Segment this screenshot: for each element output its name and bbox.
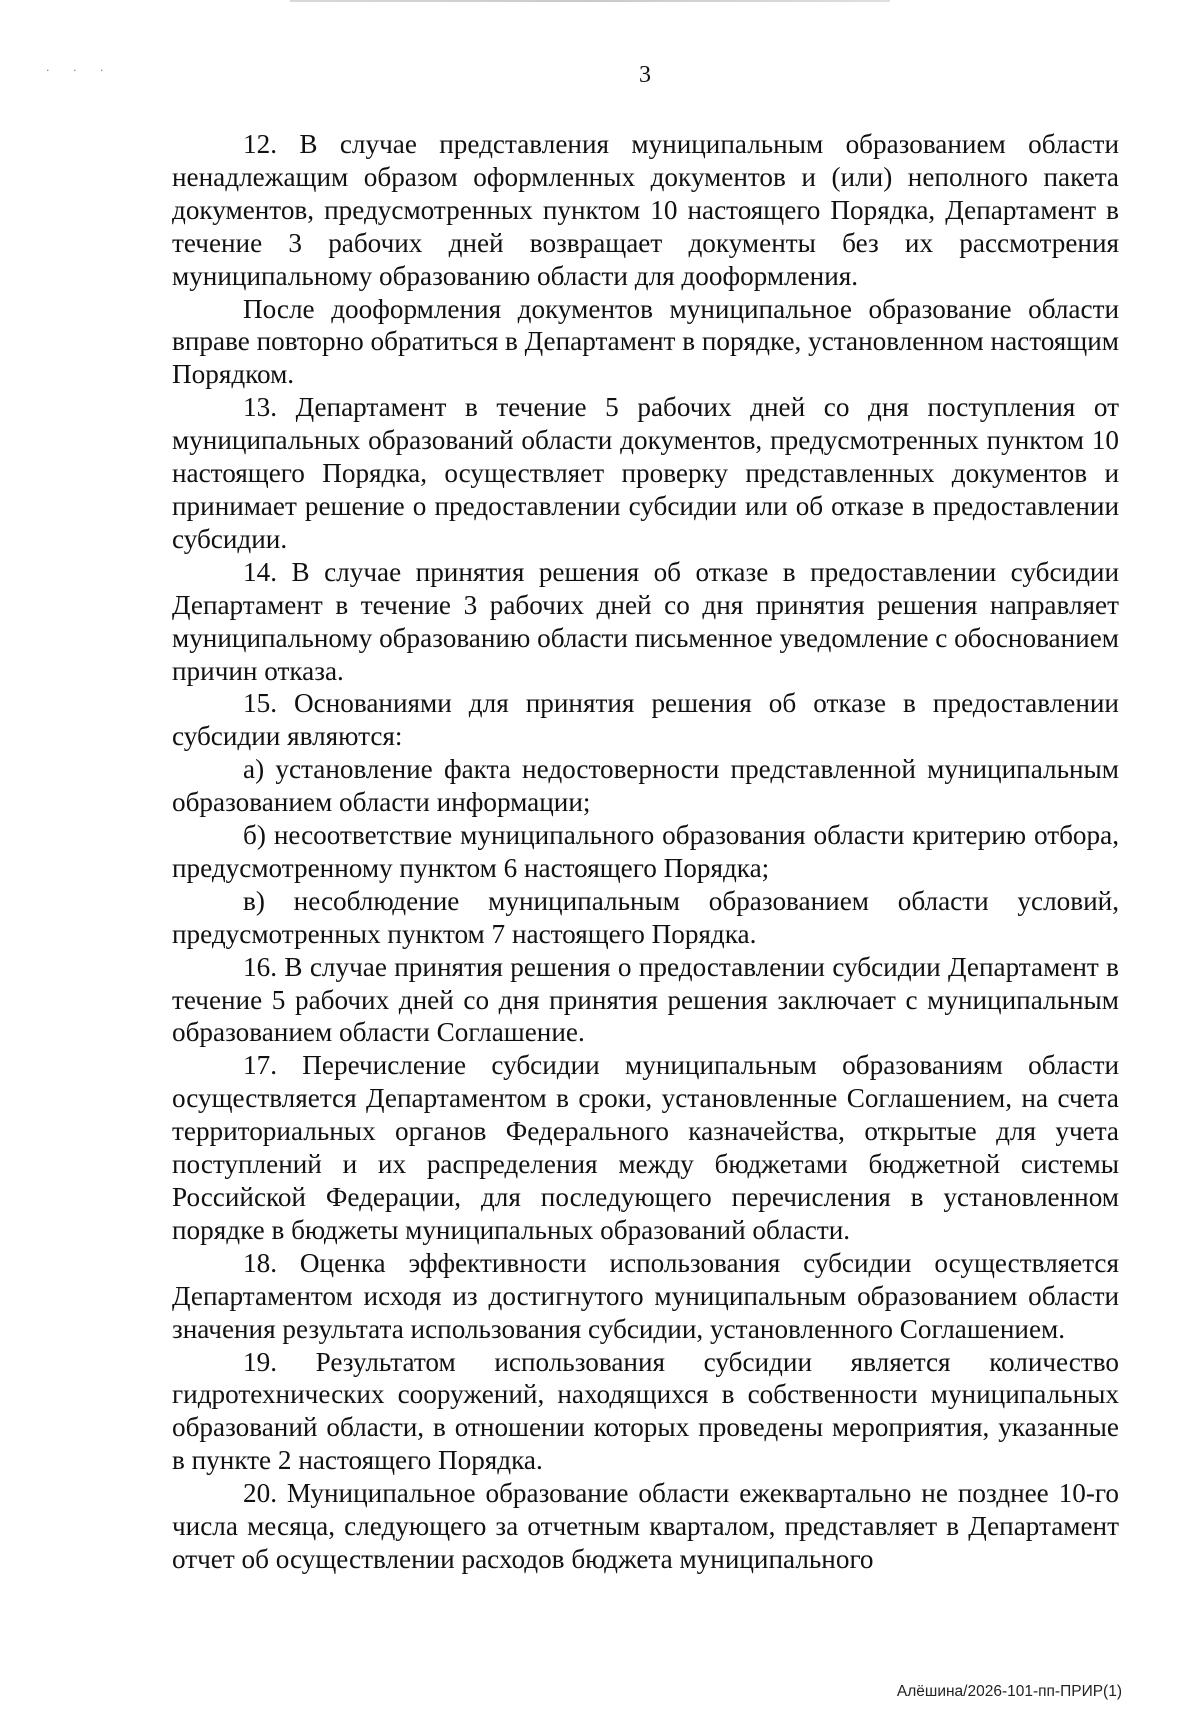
page-number: 3 <box>639 62 651 88</box>
scan-specks: · · · <box>46 64 114 77</box>
paragraph-19: 19. Результатом использования субсидии является количество гидротехнических сооружений, находящихся в собственности муниципальных образований области, в отношении которых проведены мероприятия, указанные в пункте 2 настоящего Порядка. <box>172 1346 1119 1476</box>
paragraph-16: 16. В случае принятия решения о предоставлении субсидии Департамент в течение 5 рабочих дней со дня принятия решения заключает с муниципальным образованием области Соглашение. <box>172 951 1119 1048</box>
paragraph-14: 14. В случае принятия решения об отказе в предоставлении субсидии Департамент в течение 3 рабочих дней со дня принятия решения направляет муниципальному образованию области письменное уведомление с обоснованием причин отказа. <box>172 556 1119 686</box>
paragraph-15-a: а) установление факта недостоверности представленной муниципальным образованием области информации; <box>172 754 1119 818</box>
paragraph-15-c: в) несоблюдение муниципальным образованием области условий, предусмотренных пунктом 7 настоящего Порядка. <box>172 885 1119 949</box>
document-body <box>172 128 1119 1576</box>
paragraph-18: 18. Оценка эффективности использования субсидии осуществляется Департаментом исходя из достигнутого муниципальным образованием области значения результата использования субсидии, установленного Соглашением. <box>172 1247 1119 1344</box>
paragraph-15: 15. Основаниями для принятия решения об отказе в предоставлении субсидии являются: <box>172 688 1119 752</box>
paragraph-17: 17. Перечисление субсидии муниципальным образованиям области осуществляется Департаментом в сроки, установленные Соглашением, на счета территориальных органов Федерального казначейства, открытые для учета поступлений и их распределения между бюджетами бюджетной системы Российской Федерации, для последующего перечисления в установленном порядке в бюджеты муниципальных образований области. <box>172 1050 1119 1245</box>
document-code: Алёшина/2026-101-пп-ПРИР(1) <box>896 1683 1122 1700</box>
scan-edge-line <box>290 0 890 2</box>
paragraph-15-b: б) несоответствие муниципального образования области критерию отбора, предусмотренному пунктом 6 настоящего Порядка; <box>172 820 1119 883</box>
paragraph-12: 12. В случае представления муниципальным образованием области ненадлежащим образом оформленных документов и (или) неполного пакета документов, предусмотренных пунктом 10 настоящего Порядка, Департамент в течение 3 рабочих дней возвращает документы без их рассмотрения муниципальному образованию области для дооформления. <box>172 129 1119 291</box>
paragraph-13: 13. Департамент в течение 5 рабочих дней со дня поступления от муниципальных образований области документов, предусмотренных пунктом 10 настоящего Порядка, осуществляет проверку представленных документов и принимает решение о предоставлении субсидии или об отказе в предоставлении субсидии. <box>172 392 1119 554</box>
paragraph-12-continuation: После дооформления документов муниципальное образование области вправе повторно обратиться в Департамент в порядке, установленном настоящим Порядком. <box>172 293 1119 390</box>
paragraph-20: 20. Муниципальное образование области ежеквартально не позднее 10-го числа месяца, следующего за отчетным кварталом, представляет в Департамент отчет об осуществлении расходов бюджета муниципального <box>172 1478 1119 1574</box>
